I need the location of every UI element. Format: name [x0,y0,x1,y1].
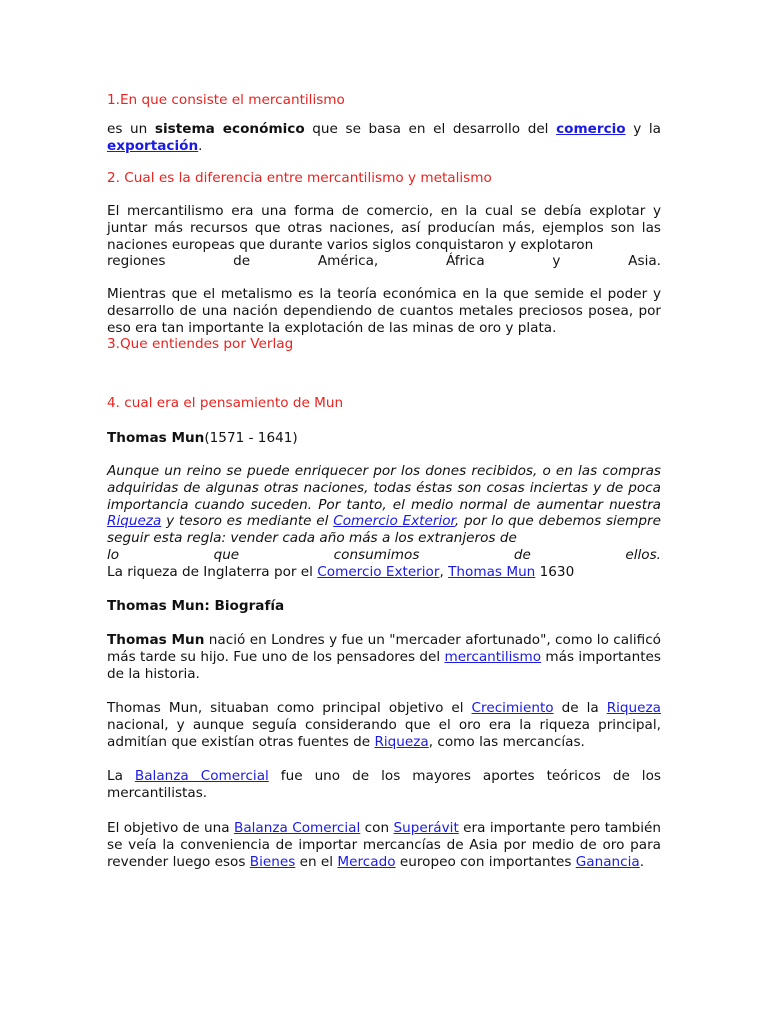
mun-years: (1571 - 1641) [204,430,298,446]
quote-text: , por lo que debemos siempre seguir esta regla: vender cada año más a los extranjeros de [107,513,661,547]
link-thomas-mun[interactable]: Thomas Mun [448,563,536,580]
link-superavit[interactable]: Superávit [393,820,459,836]
link-exportacion[interactable]: exportación [107,137,199,154]
link-comercio-exterior[interactable]: Comercio Exterior [333,513,455,530]
answer-2-paragraph-1 [107,203,661,270]
bio-title [107,598,661,615]
bio-text: La [107,768,135,784]
link-mercantilismo[interactable]: mercantilismo [444,648,542,665]
quote-text: Aunque un reino se puede enriquecer por los dones recibidos, o en las compras adquiridas de algunas otras naciones, todas éstas son cosas inciertas y de poca importancia cuando suceden. Por tanto, el medio normal de aumentar nuestra [107,463,661,513]
link-ganancia[interactable]: Ganancia [575,853,640,870]
link-comercio[interactable]: comercio [556,121,626,137]
answer-1-paragraph [107,121,661,155]
bio-text: , como las mercancías. [428,733,585,750]
answer-1-text: . [198,137,203,154]
answer-2-last-line: regiones de América, África y Asia. [107,253,661,270]
answer-1-text: que se basa en el desarrollo del [304,121,557,137]
answer-1-text: y la [625,121,661,137]
quote-source-text: , [439,563,449,580]
bio-text: más importantes de la historia. [107,648,661,682]
bio-text: europeo con importantes [395,853,576,870]
mun-header [107,430,661,447]
question-2-heading: 2. Cual es la diferencia entre mercantilismo y metalismo [107,170,492,186]
link-balanza-comercial[interactable]: Balanza Comercial [134,768,269,784]
question-4-heading: 4. cual era el pensamiento de Mun [107,395,344,411]
mun-quote [107,463,661,581]
bio-text: fue uno de los mayores aportes teóricos de los mercantilistas. [107,768,661,801]
bio-paragraph-1 [107,632,661,682]
link-riqueza[interactable]: Riqueza [606,700,661,716]
link-bienes[interactable]: Bienes [249,853,296,870]
link-mercado[interactable]: Mercado [337,853,396,870]
link-riqueza[interactable]: Riqueza [107,513,162,530]
bio-text: de la [553,700,607,716]
bio-text: El objetivo de una [107,820,234,836]
quote-last-line: lo que consumimos de ellos. [107,546,661,563]
link-crecimiento[interactable]: Crecimiento [471,700,554,716]
bio-paragraph-2 [107,700,661,750]
mun-name: Thomas Mun [107,430,205,446]
bio-text: con [360,820,394,836]
answer-2-lines: El mercantilismo era una forma de comercio, en la cual se debía explotar y juntar más recursos que otras naciones, así producían más, ejemplos son las naciones europeas que durante varios siglos conquistaron y explotaron [107,203,661,253]
quote-body [107,463,661,547]
bio-text: nació en Londres y fue un "mercader afortunado", como lo calificó más tarde su hijo. Fue uno de los pensadores del [107,632,661,665]
quote-source [107,564,661,581]
bio-text: nacional, y aunque seguía considerando que el oro era la riqueza principal, admitían que existían otras fuentes de [107,716,661,750]
answer-1-text: es un [107,121,155,137]
bio-text: en el [295,853,338,870]
bio-title-text: Thomas Mun: Biografía [107,598,285,614]
bio-text: . [639,853,645,870]
bio-name-bold: Thomas Mun [107,632,205,648]
bio-text: Thomas Mun, situaban como principal objetivo el [107,700,472,716]
question-1-heading: 1.En que consiste el mercantilismo [107,92,345,108]
bio-paragraph-3 [107,768,661,802]
quote-source-year: 1630 [535,563,575,580]
link-balanza-comercial[interactable]: Balanza Comercial [234,820,361,836]
bio-paragraph-4 [107,820,661,870]
link-riqueza[interactable]: Riqueza [374,733,429,750]
answer-1-bold-term: sistema económico [154,121,305,137]
quote-source-text: La riqueza de Inglaterra por el [107,563,318,580]
answer-2-paragraph-2: Mientras que el metalismo es la teoría económica en la que semide el poder y desarrollo de una nación dependiendo de cuantos metales preciosos posea, por eso era tan importante la explotación de las minas de oro y plata. [107,286,661,336]
question-3-heading: 3.Que entiendes por Verlag [107,336,294,352]
quote-text: y tesoro es mediante el [161,513,334,530]
bio-text: era importante pero también se veía la conveniencia de importar mercancías de Asia por medio de oro para revender luego esos [107,820,661,870]
link-comercio-exterior-source[interactable]: Comercio Exterior [317,563,440,580]
